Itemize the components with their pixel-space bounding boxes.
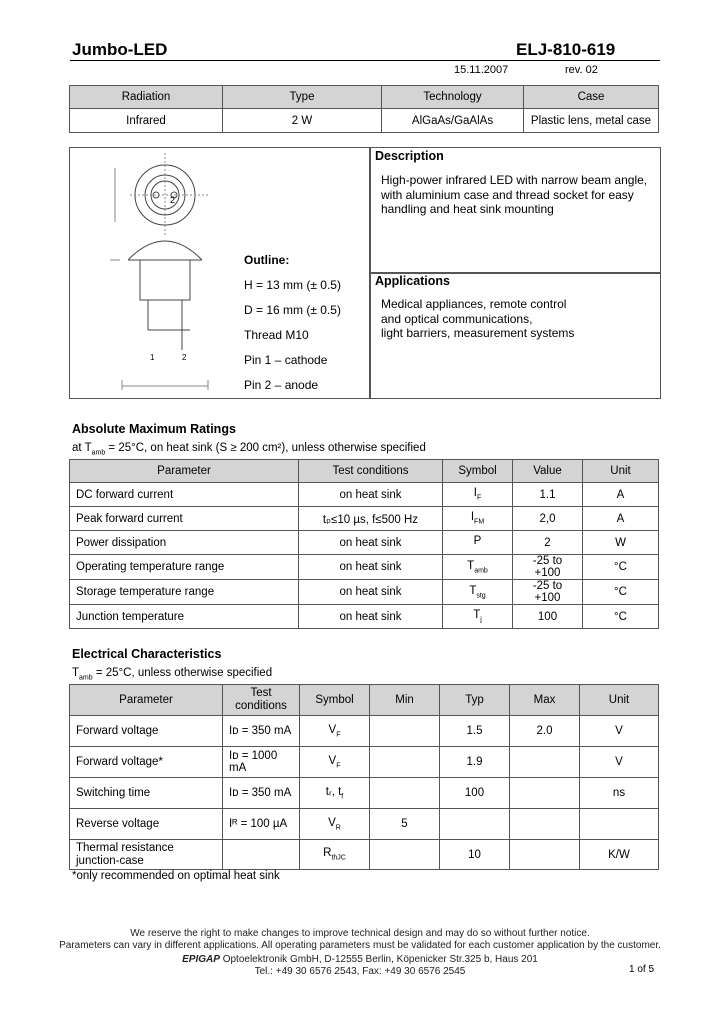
- symbol-text: V: [328, 816, 336, 829]
- part-number: ELJ-810-619: [516, 40, 616, 59]
- symbol-cell: [443, 580, 513, 605]
- abs-max-heading: Absolute Maximum Ratings: [72, 422, 236, 436]
- company-address: Optoelektronik GmbH, D-12555 Berlin, Köpenicker Str.325 b, Haus 201: [219, 954, 538, 965]
- elec-header: Typ: [440, 685, 510, 716]
- footer-disclaimer: Parameters can vary in different applications. All operating parameters must be validated for each customer application by the customer.: [59, 940, 661, 951]
- symbol-text: V: [328, 754, 337, 767]
- unit-cell: V: [580, 716, 659, 747]
- symbol-cell: [300, 778, 370, 809]
- value-cell: 2: [513, 531, 583, 555]
- symbol-sub: f: [341, 793, 344, 801]
- unit-cell: ns: [580, 778, 659, 809]
- description-text: [381, 173, 647, 217]
- pin2-drawing-label: 2: [182, 353, 187, 362]
- outline-pin1: Pin 1 – cathode: [244, 353, 328, 367]
- summary-header: Radiation: [70, 86, 223, 109]
- symbol-sub: amb: [474, 567, 488, 575]
- symbol-text: I: [473, 487, 477, 500]
- condition-text: = 25°C, unless otherwise specified: [92, 667, 273, 679]
- outline-thread: Thread M10: [244, 328, 309, 342]
- param-cell: Reverse voltage: [70, 809, 223, 840]
- condition-cell: on heat sink: [299, 555, 443, 580]
- elec-header: Test conditions: [223, 685, 300, 716]
- typ-cell: 1.9: [440, 747, 510, 778]
- symbol-cell: [300, 747, 370, 778]
- applications-line: and optical communications,: [381, 311, 533, 326]
- typ-cell: 100: [440, 778, 510, 809]
- max-cell: 2.0: [510, 716, 580, 747]
- summary-cell: AlGaAs/GaAlAs: [382, 109, 524, 133]
- condition-cell: Iᴿ = 100 µA: [223, 809, 300, 840]
- description-heading: Description: [375, 149, 444, 163]
- max-cell: [510, 747, 580, 778]
- description-line: with aluminium case and thread socket for easy: [381, 187, 634, 202]
- symbol-text: T: [473, 609, 481, 622]
- abs-max-header: Value: [513, 460, 583, 483]
- company-name: EPIGAP: [182, 954, 220, 965]
- typ-cell: [440, 809, 510, 840]
- abs-max-row: [70, 507, 659, 531]
- max-cell: [510, 840, 580, 870]
- summary-table: [69, 85, 659, 133]
- condition-cell: on heat sink: [299, 531, 443, 555]
- symbol-cell: [443, 507, 513, 531]
- unit-cell: A: [583, 507, 659, 531]
- symbol-text: tᵣ, t: [325, 785, 342, 798]
- symbol-sub: stg: [476, 592, 486, 600]
- value-cell: 1.1: [513, 483, 583, 507]
- condition-cell: on heat sink: [299, 483, 443, 507]
- symbol-sub: F: [336, 731, 341, 739]
- abs-max-condition: [72, 442, 426, 456]
- unit-cell: [580, 809, 659, 840]
- pin1-drawing-label: 1: [150, 353, 155, 362]
- value-cell: 2,0: [513, 507, 583, 531]
- abs-max-header: Symbol: [443, 460, 513, 483]
- typ-cell: 10: [440, 840, 510, 870]
- condition-cell: on heat sink: [299, 580, 443, 605]
- elec-header: Parameter: [70, 685, 223, 716]
- elec-condition: [72, 667, 272, 681]
- abs-max-header: Parameter: [70, 460, 299, 483]
- summary-cell: Infrared: [70, 109, 223, 133]
- symbol-sub: R: [335, 824, 341, 832]
- max-cell: [510, 809, 580, 840]
- symbol-text: T: [467, 559, 475, 572]
- applications-heading: Applications: [375, 274, 451, 288]
- condition-cell: Iᴅ = 350 mA: [223, 716, 300, 747]
- param-cell: Junction temperature: [70, 605, 299, 629]
- symbol-sub: thJC: [331, 854, 346, 862]
- symbol-sub: F: [476, 494, 482, 502]
- condition-text: = 25°C, on heat sink (S ≥ 200 cm²), unless otherwise specified: [105, 442, 426, 454]
- abs-max-row: [70, 483, 659, 507]
- applications-line: light barriers, measurement systems: [381, 326, 575, 340]
- abs-max-row: [70, 580, 659, 605]
- symbol-sub: j: [480, 616, 482, 624]
- page-number: 1 of 5: [629, 964, 655, 975]
- abs-max-row: [70, 531, 659, 555]
- elec-row: [70, 747, 659, 778]
- unit-cell: K/W: [580, 840, 659, 870]
- unit-cell: W: [583, 531, 659, 555]
- pin2-label: 2: [170, 195, 176, 205]
- param-cell: Switching time: [70, 778, 223, 809]
- unit-cell: °C: [583, 605, 659, 629]
- elec-row: [70, 716, 659, 747]
- symbol-cell: [300, 716, 370, 747]
- abs-max-header: Unit: [583, 460, 659, 483]
- max-cell: [510, 778, 580, 809]
- param-cell: Forward voltage*: [70, 747, 223, 778]
- typ-cell: 1.5: [440, 716, 510, 747]
- summary-cell: Plastic lens, metal case: [524, 109, 659, 133]
- elec-header: Symbol: [300, 685, 370, 716]
- abs-max-table: [69, 459, 659, 629]
- symbol-sub: F: [336, 762, 341, 770]
- condition-cell: tₚ≤10 µs, f≤500 Hz: [299, 507, 443, 531]
- symbol-cell: [300, 809, 370, 840]
- applications-line: Medical appliances, remote control: [381, 297, 567, 311]
- abs-max-header: Test conditions: [299, 460, 443, 483]
- symbol-sub: FM: [474, 518, 485, 526]
- footer-disclaimer: We reserve the right to make changes to improve technical design and may do so without further notice.: [130, 928, 590, 939]
- elec-row: [70, 809, 659, 840]
- summary-header: Type: [223, 86, 382, 109]
- symbol-text: T: [469, 584, 477, 597]
- elec-row: [70, 840, 659, 870]
- outline-drawing: [90, 150, 240, 395]
- param-cell: Storage temperature range: [70, 580, 299, 605]
- min-cell: [370, 747, 440, 778]
- min-cell: [370, 778, 440, 809]
- elec-header: Max: [510, 685, 580, 716]
- footer-company: [0, 954, 720, 965]
- condition-sub: amb: [79, 674, 93, 682]
- param-cell: Peak forward current: [70, 507, 299, 531]
- abs-max-row: [70, 555, 659, 580]
- symbol-cell: [443, 531, 513, 555]
- symbol-text: I: [470, 511, 475, 524]
- condition-cell: on heat sink: [299, 605, 443, 629]
- elec-heading: Electrical Characteristics: [72, 647, 222, 661]
- param-cell: Power dissipation: [70, 531, 299, 555]
- outline-height: H = 13 mm (± 0.5): [244, 278, 341, 292]
- min-cell: 5: [370, 809, 440, 840]
- unit-cell: °C: [583, 555, 659, 580]
- param-cell: Forward voltage: [70, 716, 223, 747]
- outline-heading: Outline:: [244, 253, 290, 267]
- unit-cell: °C: [583, 580, 659, 605]
- summary-header: Case: [524, 86, 659, 109]
- revision: rev. 02: [565, 64, 598, 76]
- condition-text: at T: [72, 442, 92, 454]
- symbol-cell: [443, 483, 513, 507]
- summary-cell: 2 W: [223, 109, 382, 133]
- elec-footnote: *only recommended on optimal heat sink: [72, 870, 280, 882]
- outline-pin2: Pin 2 – anode: [244, 378, 319, 392]
- condition-cell: [223, 840, 300, 870]
- param-cell: Thermal resistance junction-case: [70, 840, 223, 870]
- footer-contact: Tel.: +49 30 6576 2543, Fax: +49 30 6576 2545: [254, 966, 466, 977]
- issue-date: 15.11.2007: [454, 64, 509, 76]
- unit-cell: V: [580, 747, 659, 778]
- param-cell: Operating temperature range: [70, 555, 299, 580]
- description-line: High-power infrared LED with narrow beam angle,: [381, 173, 648, 187]
- min-cell: [370, 840, 440, 870]
- document-title: Jumbo-LED: [72, 40, 168, 59]
- condition-sub: amb: [91, 449, 106, 457]
- summary-header: Technology: [382, 86, 524, 109]
- symbol-cell: [443, 555, 513, 580]
- min-cell: [370, 716, 440, 747]
- condition-cell: Iᴅ = 350 mA: [223, 778, 300, 809]
- symbol-text: R: [323, 847, 332, 860]
- elec-row: [70, 778, 659, 809]
- elec-table: [69, 684, 659, 870]
- symbol-text: P: [473, 535, 482, 548]
- symbol-text: V: [328, 723, 337, 736]
- condition-text: T: [72, 667, 80, 679]
- symbol-cell: [300, 840, 370, 870]
- value-cell: -25 to +100: [513, 555, 583, 580]
- condition-cell: Iᴅ = 1000 mA: [223, 747, 300, 778]
- applications-text: [381, 297, 574, 341]
- symbol-cell: [443, 605, 513, 629]
- param-cell: DC forward current: [70, 483, 299, 507]
- unit-cell: A: [583, 483, 659, 507]
- description-line: handling and heat sink mounting: [381, 202, 554, 216]
- elec-header: Unit: [580, 685, 659, 716]
- abs-max-row: [70, 605, 659, 629]
- outline-diameter: D = 16 mm (± 0.5): [244, 303, 341, 317]
- header-rule: [70, 60, 660, 61]
- value-cell: 100: [513, 605, 583, 629]
- elec-header: Min: [370, 685, 440, 716]
- value-cell: -25 to +100: [513, 580, 583, 605]
